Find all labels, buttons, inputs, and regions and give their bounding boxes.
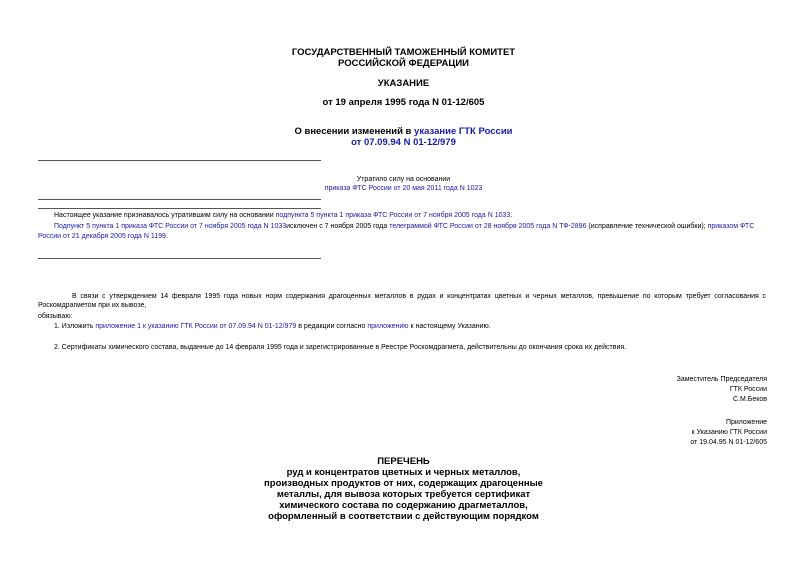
point-1-post: к настоящему Указанию. (408, 323, 491, 330)
divider-3 (38, 208, 321, 209)
point-1-link-annex[interactable]: приложению (367, 323, 409, 330)
issuer-line-2: РОССИЙСКОЙ ФЕДЕРАЦИИ (337, 58, 469, 69)
body-point-2: 2. Сертификаты химического состава, выданные до 14 февраля 1995 года и зарегистрированные в Реестре Роскомдрагмета, действительны до окончания срока их действия. (54, 344, 627, 351)
note-2-link-2[interactable]: телеграммой ФТС России от 28 ноября 2005 года N ТФ-2896 (389, 223, 587, 230)
status-block (0, 175, 807, 193)
list-subtitle-5: оформленный в соответствии с действующим порядком (268, 511, 539, 522)
body-intro: В связи с утверждением 14 февраля 1995 года новых норм содержания драгоценных металлов в рудах и концентратах цветных и черных металлов, превышение по которым требует согласования с Роскомдрагметом при их вывозе, (38, 293, 766, 309)
signature-name: С.М.Беков (732, 396, 767, 403)
list-heading: ПЕРЕЧЕНЬ (377, 456, 430, 467)
body-point-1 (54, 322, 774, 331)
list-subtitle-3: металлы, для вывоза которых требуется сертификат (276, 489, 531, 500)
note-2-text-1: исключен с 7 ноября 2005 года (286, 223, 390, 230)
subject-link-date[interactable]: от 07.09.94 N 01-12/979 (351, 137, 456, 148)
appendix-line-1: Приложение (725, 419, 767, 426)
note-2 (38, 222, 773, 242)
note-2-end: . (165, 233, 168, 240)
divider-4 (38, 258, 321, 259)
point-1-pre: 1. Изложить (54, 323, 96, 330)
status-line: Утратило силу на основании (356, 176, 451, 183)
note-2-text-2: (исправление технической ошибки); (586, 223, 708, 230)
subject-prefix: О внесении изменений в (294, 126, 415, 137)
appendix-line-3: от 19.04.95 N 01-12/605 (690, 439, 767, 446)
note-1 (54, 211, 774, 220)
subject-link-decree[interactable]: указание ГТК России (414, 126, 513, 137)
signature-org: ГТК России (729, 386, 767, 393)
issuer-title (0, 47, 807, 69)
appendix-line-2: к Указанию ГТК России (691, 429, 767, 436)
point-1-mid: в редакции согласно (296, 323, 368, 330)
note-1-link[interactable]: подпункта 5 пункта 1 приказа ФТС России от 7 ноября 2005 года N 1033 (275, 212, 511, 219)
list-subtitle-4: химического состава по содержанию драгметаллов, (279, 500, 528, 511)
list-subtitle-2: производных продуктов от них, содержащих драгоценные (264, 478, 543, 489)
divider-1 (38, 160, 321, 161)
note-2-link-3[interactable]: приказом ФТС России от 21 декабря 2005 года N 1199 (38, 223, 755, 240)
document-date: от 19 апреля 1995 года N 01-12/605 (322, 97, 485, 108)
signature-block (677, 375, 767, 405)
appendix-block (690, 418, 767, 448)
note-1-end: . (510, 212, 513, 219)
status-link[interactable]: приказа ФТС России от 20 мая 2011 года N 1023 (324, 185, 483, 192)
document-type: УКАЗАНИЕ (377, 78, 430, 89)
issuer-line-1: ГОСУДАРСТВЕННЫЙ ТАМОЖЕННЫЙ КОМИТЕТ (291, 47, 516, 58)
document-subject (0, 126, 807, 148)
note-2-link-1[interactable]: Подпункт 5 пункта 1 приказа ФТС России от 7 ноября 2005 года N 1033 (54, 223, 287, 230)
divider-2 (38, 199, 321, 200)
note-1-text: Настоящее указание признавалось утратившим силу на основании (54, 212, 276, 219)
point-1-link-appendix[interactable]: приложение 1 к указанию ГТК России от 07.09.94 N 01-12/979 (95, 323, 297, 330)
signature-position: Заместитель Председателя (676, 376, 767, 383)
body-obligate: обязываю: (38, 313, 73, 320)
list-subtitle-1: руд и концентратов цветных и черных металлов, (286, 467, 521, 478)
list-title (0, 456, 807, 522)
